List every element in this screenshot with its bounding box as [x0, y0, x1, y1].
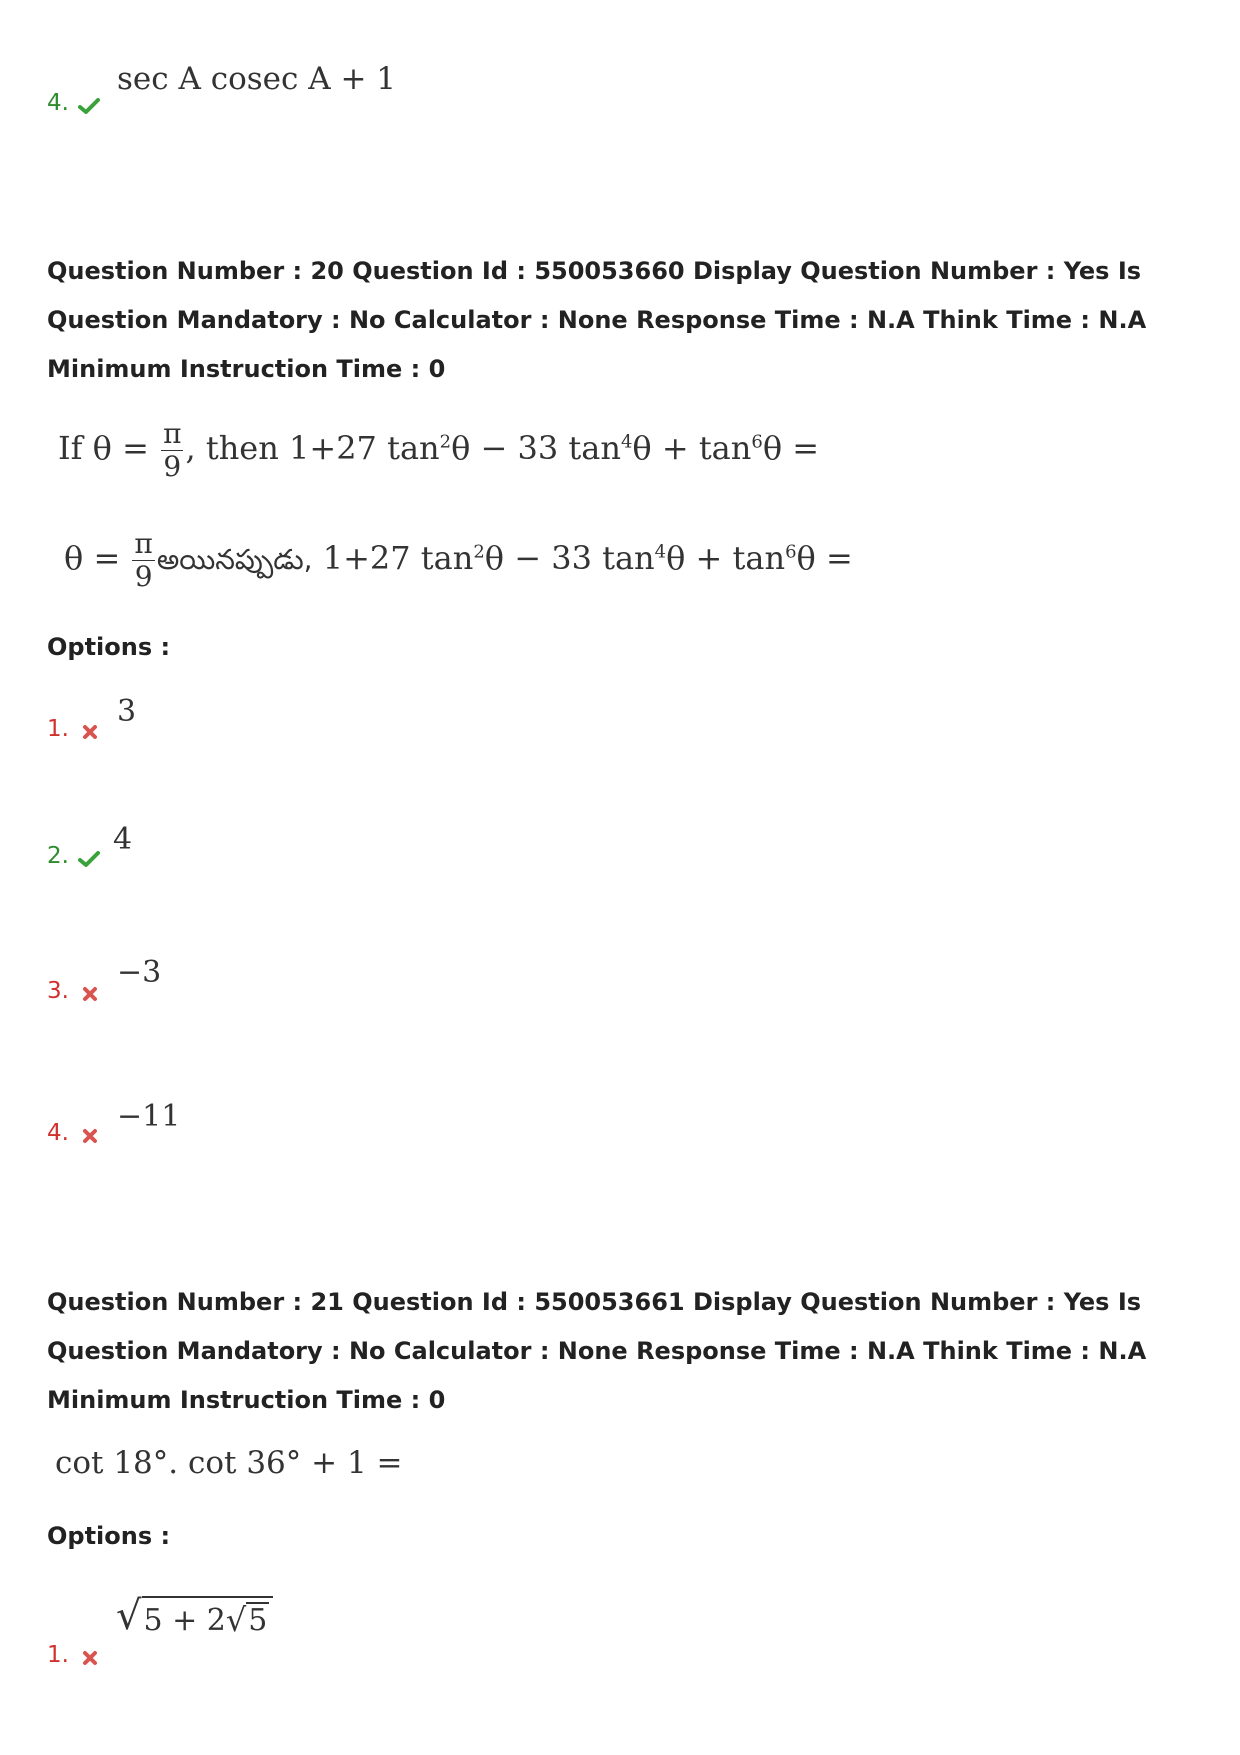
math-part-a: , then 1+27 tan	[185, 429, 440, 467]
fraction-pi-over-9	[161, 417, 183, 483]
check-icon	[78, 97, 100, 115]
option-number: 4.	[47, 1120, 69, 1146]
frac-den: 9	[163, 450, 182, 483]
q20-option-3-text: −3	[117, 955, 162, 990]
math-part-b: θ − 33 tan	[484, 539, 655, 577]
option-number: 4.	[47, 90, 69, 116]
q21-option-1-text	[116, 1593, 273, 1639]
math-part-a: 1+27 tan	[312, 539, 474, 577]
q20-option-4-text: −11	[117, 1099, 181, 1134]
option-number: 1.	[47, 716, 69, 742]
q20-option-2	[47, 845, 100, 868]
radical-sign: √	[225, 1601, 247, 1639]
prev-option-4	[47, 92, 100, 115]
option-number: 3.	[47, 978, 69, 1004]
math-part-b: θ − 33 tan	[451, 429, 621, 467]
frac-num: π	[163, 417, 182, 450]
q21-option-1	[47, 1644, 98, 1667]
question-21-meta: Question Number : 21 Question Id : 550053661 Display Question Number : Yes Is Question Mandatory : No Calculator : None Response Time : N.A Think Time : N.A Minimum Instruction Time : 0	[47, 1288, 1147, 1414]
option-number: 1.	[47, 1642, 69, 1668]
exp-a: 2	[473, 541, 485, 563]
telugu-word: అయినప్పుడు,	[156, 543, 313, 576]
exp-c: 6	[785, 541, 797, 563]
radical-sign: √	[116, 1593, 142, 1639]
q20-option-3	[47, 980, 98, 1003]
question-20-telugu	[64, 527, 853, 593]
options-label: Options :	[47, 633, 171, 661]
radicand-left: 5 + 2	[143, 1603, 226, 1638]
math-part-d: θ =	[796, 539, 853, 577]
q20-option-1-text: 3	[117, 694, 137, 729]
cross-icon	[82, 1128, 98, 1144]
exp-b: 4	[620, 431, 633, 453]
prev-option-4-text: sec A cosec A + 1	[117, 61, 396, 97]
cross-icon	[82, 986, 98, 1002]
check-icon	[78, 850, 100, 868]
sqrt-expression	[116, 1593, 273, 1639]
inner-radicand: 5	[248, 1603, 268, 1638]
math-part-c: θ + tan	[632, 429, 752, 467]
math-lead: If θ =	[58, 429, 149, 467]
math-lead: θ =	[64, 539, 121, 577]
exp-a: 2	[439, 431, 452, 453]
exp-b: 4	[654, 541, 667, 563]
q20-option-2-text: 4	[113, 822, 133, 857]
exp-c: 6	[751, 431, 763, 453]
radicand	[142, 1596, 274, 1639]
option-number: 2.	[47, 843, 69, 869]
cross-icon	[82, 724, 98, 740]
math-part-c: θ + tan	[666, 539, 786, 577]
inner-sqrt	[225, 1601, 269, 1639]
q20-option-1	[47, 718, 98, 741]
question-20-english	[58, 417, 820, 483]
q20-option-4	[47, 1122, 98, 1145]
options-label: Options :	[47, 1522, 171, 1550]
frac-num: π	[134, 527, 153, 560]
question-21-text: cot 18°. cot 36° + 1 =	[55, 1445, 403, 1481]
fraction-pi-over-9	[132, 527, 154, 593]
cross-icon	[82, 1650, 98, 1666]
frac-den: 9	[134, 560, 153, 593]
question-20-meta: Question Number : 20 Question Id : 550053660 Display Question Number : Yes Is Question Mandatory : No Calculator : None Response Time : N.A Think Time : N.A Minimum Instruction Time : 0	[47, 257, 1147, 383]
math-part-d: θ =	[762, 429, 820, 467]
